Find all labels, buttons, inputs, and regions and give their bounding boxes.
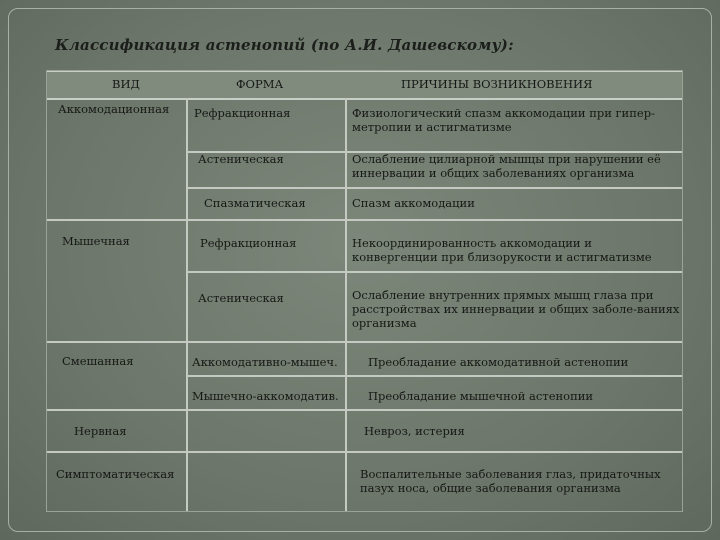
cause-cell: Физиологический спазм аккомодации при гипер-метропии и астигматизме <box>352 106 655 134</box>
table-border <box>46 70 683 512</box>
cause-cell: Ослабление цилиарной мышцы при нарушении её иннервации и общих заболеваниях организма <box>352 152 661 180</box>
cause-cell: Спазм аккомодации <box>352 196 475 210</box>
header-causes: ПРИЧИНЫ ВОЗНИКНОВЕНИЯ <box>401 77 593 91</box>
page-title: Классификация астенопий (по А.И. Дашевскому): <box>55 36 514 54</box>
form-cell: Аккомодативно-мышеч. <box>192 355 338 369</box>
form-cell: Астеническая <box>198 152 284 166</box>
kind-cell: Смешанная <box>62 354 134 368</box>
cause-cell: Ослабление внутренних прямых мышц глаза при расстройствах их иннервации и общих заболе-ваниях организма <box>352 288 680 330</box>
header-kind: ВИД <box>112 77 140 91</box>
cause-cell: Преобладание аккомодативной астенопии <box>368 355 629 369</box>
kind-cell: Нервная <box>74 424 127 438</box>
classification-table <box>46 70 683 512</box>
form-cell: Астеническая <box>198 291 284 305</box>
kind-cell: Симптоматическая <box>56 467 175 481</box>
form-cell: Рефракционная <box>194 106 291 120</box>
header-form: ФОРМА <box>236 77 284 91</box>
cause-cell: Некоординированность аккомодации и конвергенции при близорукости и астигматизме <box>352 236 652 264</box>
form-cell: Рефракционная <box>200 236 297 250</box>
cause-cell: Невроз, истерия <box>364 424 465 438</box>
cause-cell: Преобладание мышечной астенопии <box>368 389 594 403</box>
form-cell: Мышечно-аккомодатив. <box>192 389 339 403</box>
kind-cell: Мышечная <box>62 234 130 248</box>
cause-cell: Воспалительные заболевания глаз, придаточных пазух носа, общие заболевания организма <box>360 467 661 495</box>
kind-cell: Аккомодационная <box>58 102 170 116</box>
form-cell: Спазматическая <box>204 196 306 210</box>
